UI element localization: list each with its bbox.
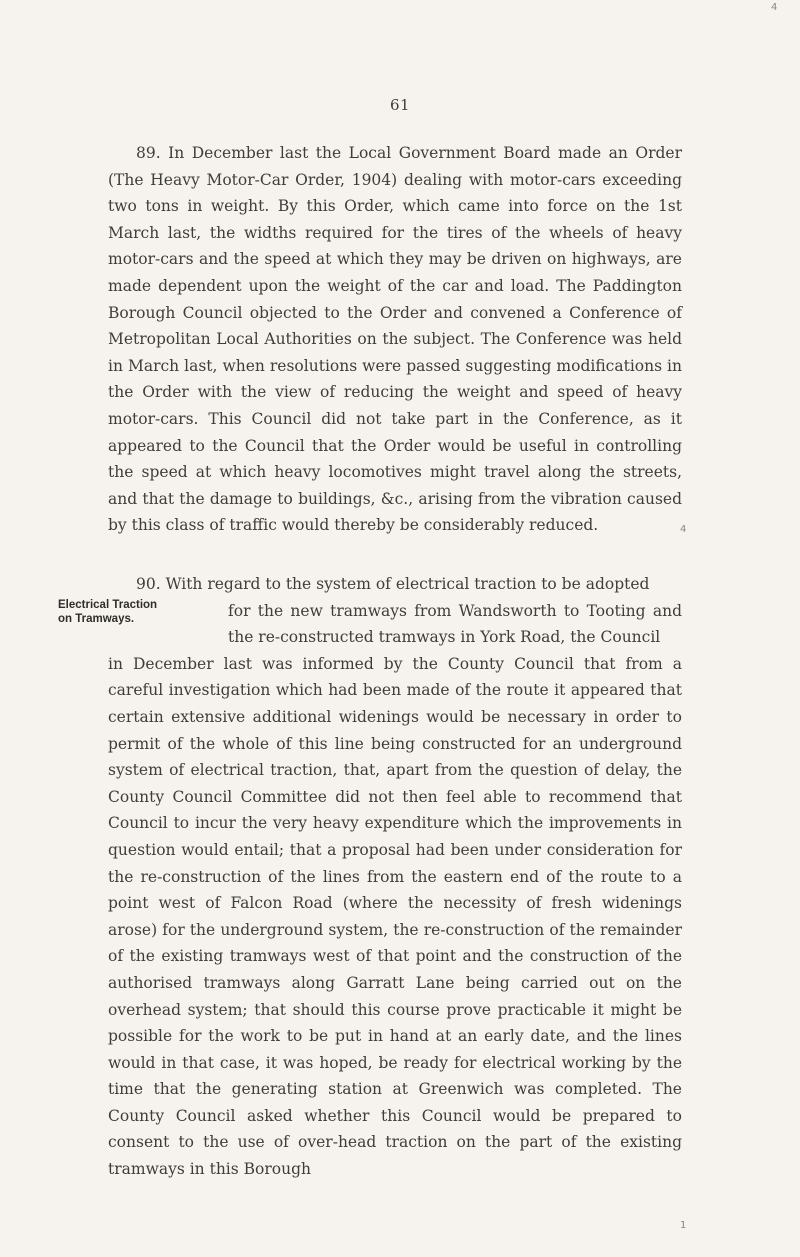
paragraph-90-first-line: 90. With regard to the system of electrical traction to be adopted xyxy=(136,575,650,593)
marginal-sidenote: Electrical Traction on Tramways. xyxy=(58,599,158,625)
page-number: 61 xyxy=(389,96,411,114)
paragraph-89 xyxy=(108,140,682,539)
margin-mark: 1 xyxy=(680,1220,687,1231)
margin-mark: 4 xyxy=(771,2,778,13)
paragraph-89-text: 89. In December last the Local Government Board made an Order (The Heavy Motor-Car Order, 1904) dealing with motor-cars exceeding two tons in weight. By this Order, which came into force on the 1st March last, the widths required for the tires of the wheels of heavy motor-cars and the speed at which they may be driven on highways, are made dependent upon the weight of the car and load. The Paddington Borough Council objected to the Order and convened a Conference of Metropolitan Local Authorities on the subject. The Conference was held in March last, when resolutions were passed suggesting modifications in the Order with the view of reducing the weight and speed of heavy motor-cars. This Council did not take part in the Conference, as it appeared to the Council that the Order would be useful in controlling the speed at which heavy locomotives might travel along the streets, and that the damage to buildings, &c., arising from the vibration caused by this class of traffic would thereby be considerably reduced. xyxy=(108,144,682,535)
paragraph-90 xyxy=(108,571,682,1183)
paragraph-90-text: in December last was informed by the County Council that from a careful investigation which had been made of the route it appeared that certain extensive additional widenings would be necessary in order to permit of the whole of this line being constructed for an underground system of electrical traction, that, apart from the question of delay, the County Council Committee did not then feel able to recommend that Council to incur the very heavy expenditure which the improvements in question would entail; that a proposal had been under consideration for the re-construction of the lines from the eastern end of the route to a point west of Falcon Road (where the necessity of fresh widenings arose) for the underground system, the re-construction of the remainder of the existing tramways west of that point and the construction of the authorised tramways along Garratt Lane being carried out on the overhead system; that should this course prove practicable it might be possible for the work to be put in hand at an early date, and the lines would in that case, it was hoped, be ready for electrical working by the time that the generating station at Greenwich was completed. The County Council asked whether this Council would be prepared to consent to the use of over-head traction on the part of the existing tramways in this Borough xyxy=(108,654,682,1179)
margin-mark: 4 xyxy=(680,524,687,535)
paragraph-90-hanging-text: for the new tramways from Wandsworth to Tooting and the re-constructed tramways in York Road, the Council xyxy=(228,601,682,647)
